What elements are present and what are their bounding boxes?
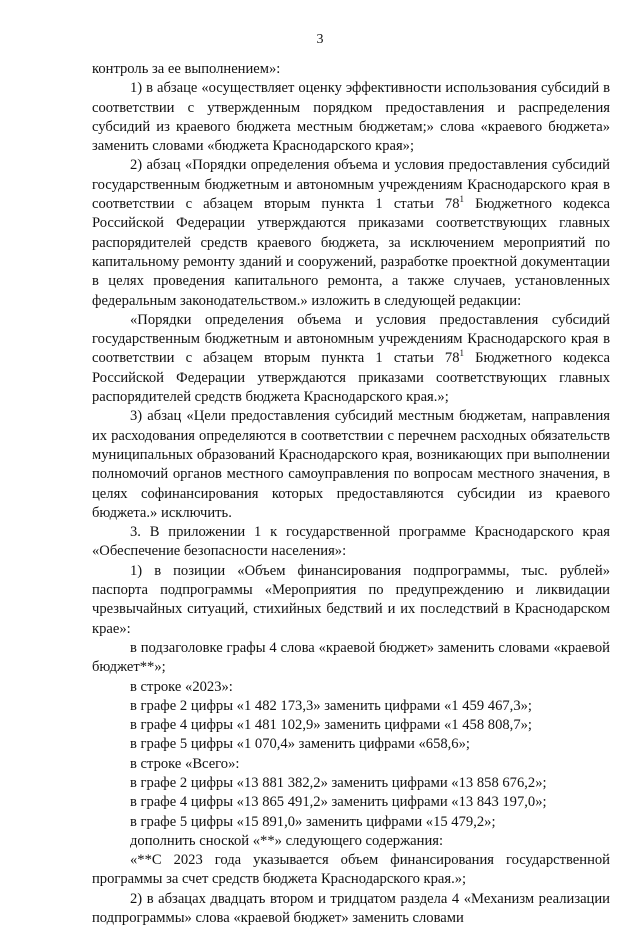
paragraph: в графе 2 цифры «1 482 173,3» заменить цифрами «1 459 467,3»;: [130, 697, 532, 714]
paragraph: дополнить сноской «**» следующего содержания:: [130, 832, 444, 849]
paragraph: в графе 4 цифры «1 481 102,9» заменить цифрами «1 458 808,7»;: [130, 717, 532, 734]
paragraph: 1) в абзаце «осуществляет оценку эффективности использования субсидий в соответствии с утвержденным порядком предоставления и распределения субсидий из краевого бюджета местным бюджетам;» слова «краевого бюджета» заменить словами «бюджета Краснодарского края»;: [92, 80, 610, 155]
paragraph: 3. В приложении 1 к государственной программе Краснодарского края «Обеспечение безопасности населения»:: [92, 524, 610, 560]
paragraph: 1) в позиции «Объем финансирования подпрограммы, тыс. рублей» паспорта подпрограммы «Мероприятия по предупреждению и ликвидации чрезвычайных ситуаций, стихийных бедствий и их последствий в Краснодарском крае»:: [92, 562, 610, 637]
paragraph-text: 2) абзац «Порядки определения объема и условия предоставления субсидий государственным бюджетным и автономным учреждениям Краснодарского края в соответствии с абзацем вторым пункта 1 статьи 78: [92, 157, 610, 213]
paragraph: в графе 5 цифры «1 070,4» заменить цифрами «658,6»;: [130, 736, 470, 753]
paragraph: в графе 4 цифры «13 865 491,2» заменить цифрами «13 843 197,0»;: [130, 794, 547, 811]
paragraph: контроль за ее выполнением»:: [92, 61, 281, 77]
paragraph: [92, 311, 610, 407]
document-body: [92, 60, 610, 928]
superscript: 1: [459, 194, 465, 205]
superscript: 1: [459, 348, 465, 359]
paragraph: [92, 156, 610, 310]
paragraph: в строке «2023»:: [130, 678, 233, 695]
paragraph: «**С 2023 года указывается объем финансирования государственной программы за счет средств бюджета Краснодарского края.»;: [92, 852, 610, 888]
paragraph: 3) абзац «Цели предоставления субсидий местным бюджетам, направления их расходования определяются в соответствии с перечнем расходных обязательств муниципальных образований Краснодарского края, возникающих при выполнении полномочий органов местного самоуправления по вопросам местного значения, в целях софинансирования которых предоставляются субсидии из краевого бюджета.» исключить.: [92, 408, 610, 521]
paragraph-text: «Порядки определения объема и условия предоставления субсидий государственным бюджетным и автономным учреждениям Краснодарского края в соответствии с абзацем вторым пункта 1 статьи 78: [92, 311, 610, 367]
paragraph: 2) в абзацах двадцать втором и тридцатом раздела 4 «Механизм реализации подпрограммы» слова «краевой бюджет» заменить словами: [92, 890, 610, 927]
paragraph-text: Бюджетного кодекса Российской Федерации утверждаются приказами соответствующих главных распорядителей средств краевого бюджета, за исключением мероприятий по капитальному ремонту зданий и сооружений, разработке проектной документации в целях проведения капитального ремонта, а также случаев, установленных федеральным законодательством.» изложить в следующей редакции:: [92, 196, 610, 309]
paragraph: в подзаголовке графы 4 слова «краевой бюджет» заменить словами «краевой бюджет**»;: [92, 639, 610, 676]
paragraph-text: Бюджетного кодекса Российской Федерации утверждаются приказами соответствующих главных распорядителей средств бюджета Краснодарского края.»;: [92, 350, 610, 406]
paragraph: в строке «Всего»:: [130, 755, 240, 772]
page-number: 3: [316, 32, 324, 47]
paragraph: в графе 2 цифры «13 881 382,2» заменить цифрами «13 858 676,2»;: [130, 774, 547, 791]
paragraph: в графе 5 цифры «15 891,0» заменить цифрами «15 479,2»;: [130, 813, 496, 830]
